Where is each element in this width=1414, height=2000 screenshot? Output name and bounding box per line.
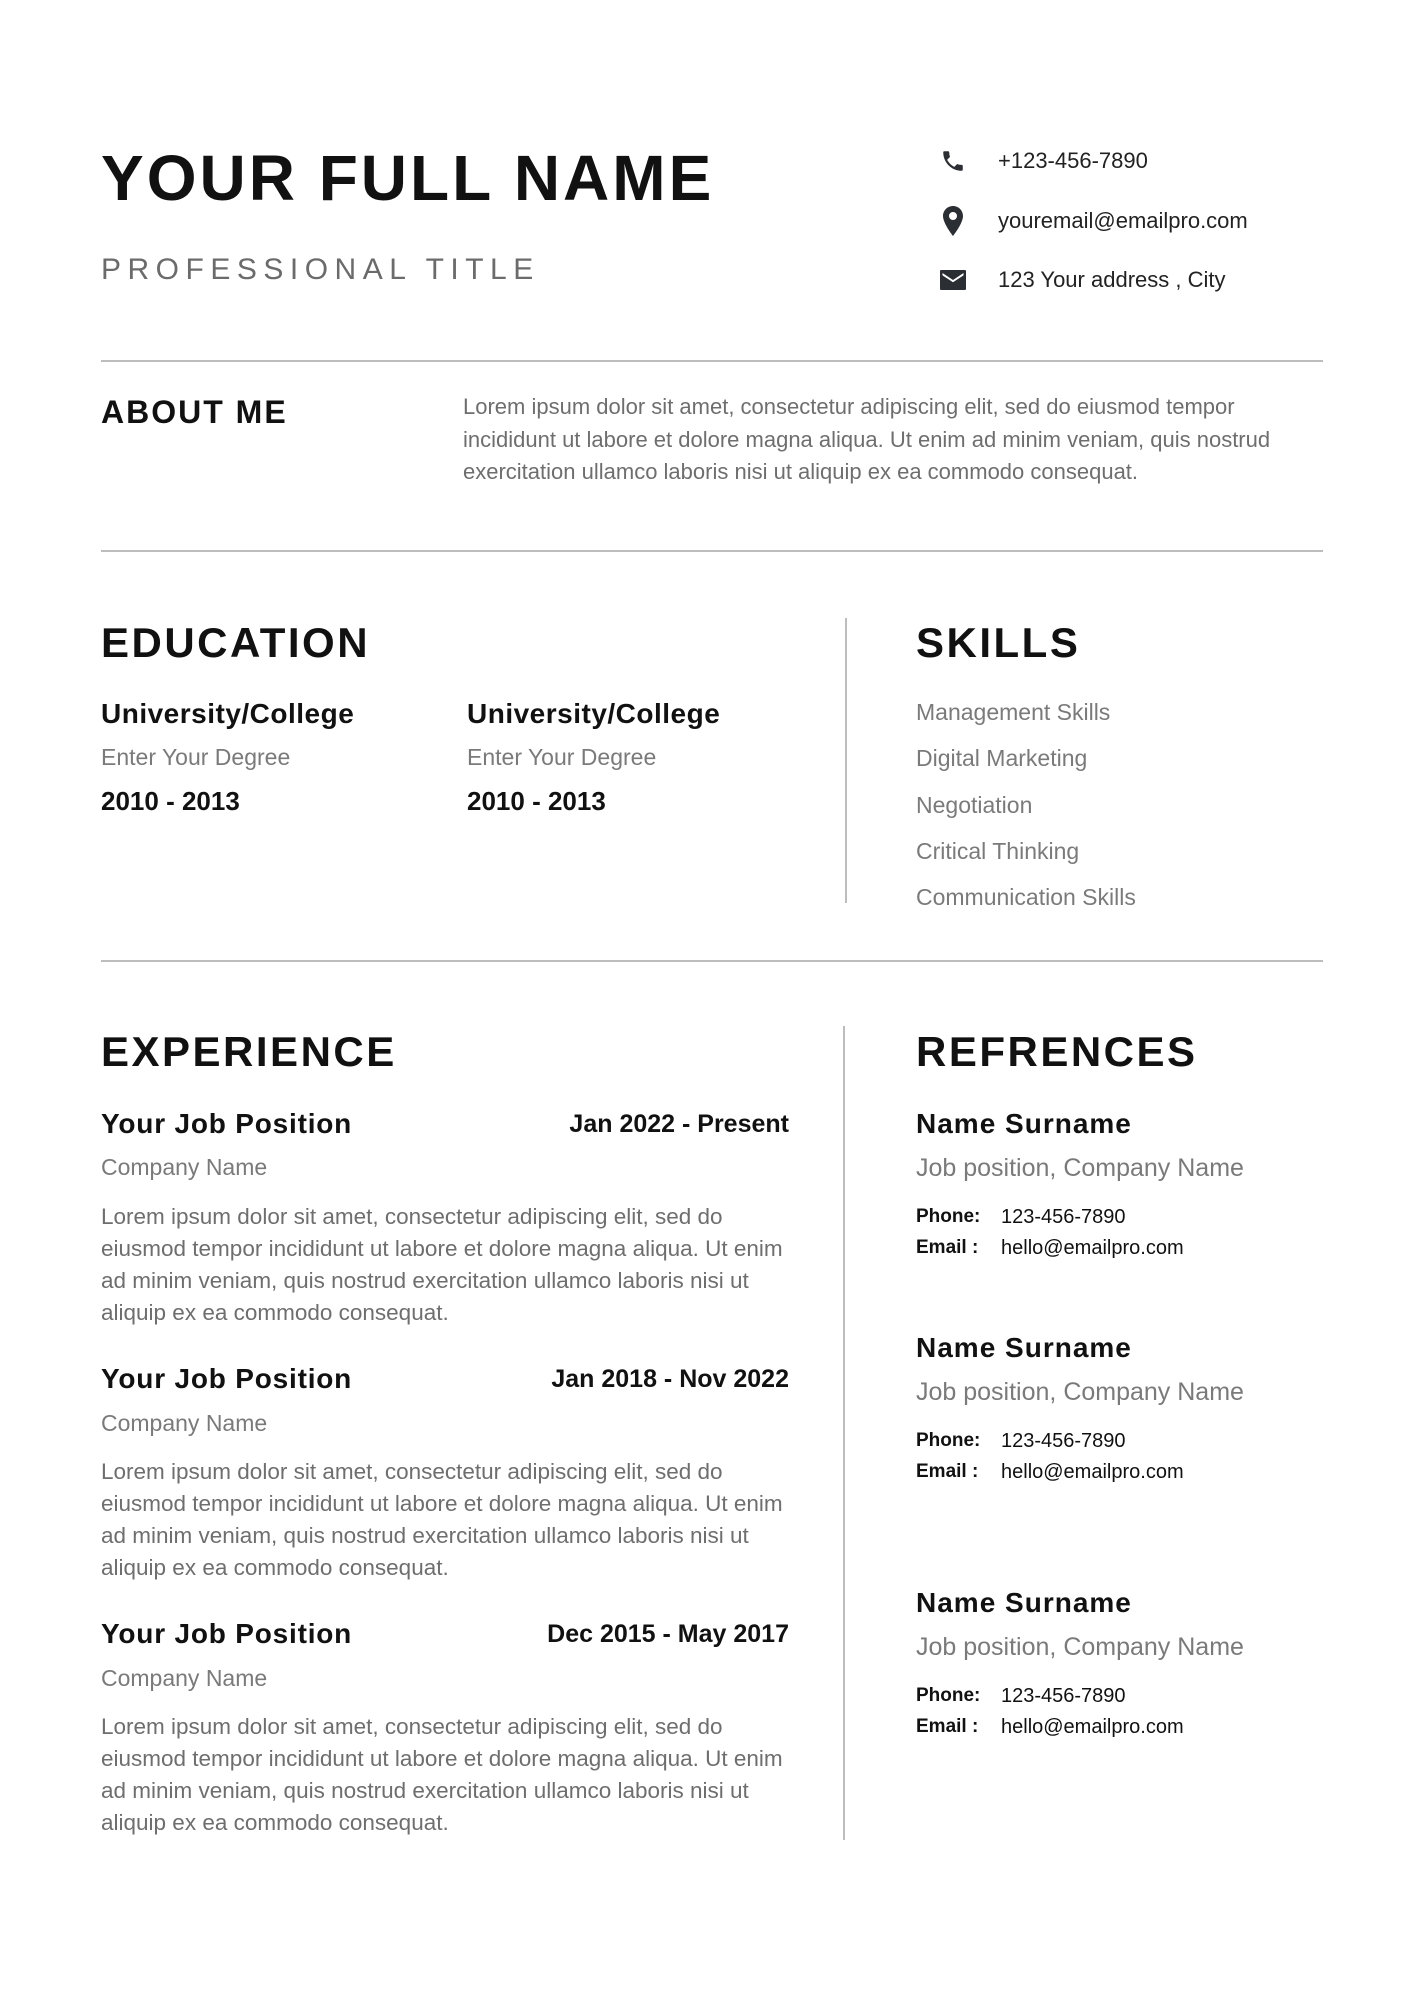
reference-job: Job position, Company Name (916, 1378, 1244, 1406)
column-divider (845, 618, 847, 903)
reference-email (916, 1233, 1184, 1263)
professional-title: PROFESSIONAL TITLE (101, 253, 540, 286)
job-position: Your Job Position (101, 1108, 353, 1139)
skill-item: Negotiation (916, 792, 1033, 818)
job-dates: Jan 2022 - Present (569, 1110, 789, 1138)
contact-email (938, 201, 1248, 241)
envelope-icon (938, 265, 968, 295)
reference-name: Name Surname (916, 1332, 1132, 1363)
phone-label: Phone: (916, 1430, 981, 1451)
reference-name: Name Surname (916, 1108, 1132, 1139)
job-position: Your Job Position (101, 1618, 353, 1649)
skills-heading: SKILLS (916, 619, 1081, 666)
phone-label: Phone: (916, 1685, 981, 1706)
edu-years: 2010 - 2013 (101, 786, 240, 816)
job-dates: Dec 2015 - May 2017 (547, 1620, 789, 1648)
phone-value: 123-456-7890 (1001, 1429, 1126, 1452)
job-company: Company Name (101, 1665, 268, 1691)
job-dates: Jan 2018 - Nov 2022 (551, 1365, 789, 1393)
about-text: Lorem ipsum dolor sit amet, consectetur adipiscing elit, sed do eiusmod tempor incididunt ut labore et dolore magna aliqua. Ut enim ad minim veniam, quis nostrud exercitation ullamco laboris nisi ut aliquip ex ea commodo consequat. (463, 394, 1271, 484)
skill-item: Communication Skills (916, 884, 1136, 910)
phone-label: Phone: (916, 1206, 981, 1227)
phone-value: 123-456-7890 (1001, 1205, 1126, 1228)
phone-value: 123-456-7890 (1001, 1684, 1126, 1707)
contact-email-text: youremail@emailpro.com (998, 208, 1248, 233)
divider (101, 360, 1323, 362)
email-value: hello@emailpro.com (1001, 1460, 1184, 1483)
reference-phone (916, 1681, 1126, 1711)
edu-degree: Enter Your Degree (101, 744, 291, 770)
reference-email (916, 1457, 1184, 1487)
job-company: Company Name (101, 1410, 268, 1436)
experience-heading: EXPERIENCE (101, 1028, 397, 1075)
phone-icon (938, 146, 968, 176)
divider (101, 960, 1323, 962)
references-heading: REFRENCES (916, 1028, 1198, 1075)
skill-item: Management Skills (916, 699, 1111, 725)
email-label: Email : (916, 1716, 979, 1737)
edu-degree: Enter Your Degree (467, 744, 657, 770)
job-description: Lorem ipsum dolor sit amet, consectetur adipiscing elit, sed do eiusmod tempor incididunt ut labore et dolore magna aliqua. Ut enim ad minim veniam, quis nostrud exercitation ullamco laboris nisi ut aliquip ex ea commodo consequat. (101, 1204, 783, 1325)
full-name: YOUR FULL NAME (101, 142, 715, 214)
reference-phone (916, 1426, 1126, 1456)
contact-phone-text: +123-456-7890 (998, 148, 1148, 173)
job-position: Your Job Position (101, 1363, 353, 1394)
column-divider (843, 1026, 845, 1840)
about-heading: ABOUT ME (101, 394, 288, 430)
edu-years: 2010 - 2013 (467, 786, 606, 816)
job-description: Lorem ipsum dolor sit amet, consectetur adipiscing elit, sed do eiusmod tempor incididunt ut labore et dolore magna aliqua. Ut enim ad minim veniam, quis nostrud exercitation ullamco laboris nisi ut aliquip ex ea commodo consequat. (101, 1714, 783, 1835)
job-company: Company Name (101, 1154, 268, 1180)
contact-address (938, 260, 1225, 300)
contact-phone (938, 141, 1148, 181)
email-value: hello@emailpro.com (1001, 1715, 1184, 1738)
job-description: Lorem ipsum dolor sit amet, consectetur adipiscing elit, sed do eiusmod tempor incididunt ut labore et dolore magna aliqua. Ut enim ad minim veniam, quis nostrud exercitation ullamco laboris nisi ut aliquip ex ea commodo consequat. (101, 1459, 783, 1580)
contact-address-text: 123 Your address , City (998, 267, 1226, 292)
reference-job: Job position, Company Name (916, 1633, 1244, 1661)
reference-email (916, 1712, 1184, 1742)
email-label: Email : (916, 1461, 979, 1482)
edu-school: University/College (467, 698, 721, 729)
location-pin-icon (938, 206, 968, 236)
education-heading: EDUCATION (101, 619, 371, 666)
email-label: Email : (916, 1237, 979, 1258)
skill-item: Digital Marketing (916, 745, 1088, 771)
reference-phone (916, 1202, 1126, 1232)
edu-school: University/College (101, 698, 355, 729)
reference-name: Name Surname (916, 1587, 1132, 1618)
reference-job: Job position, Company Name (916, 1154, 1244, 1182)
divider (101, 550, 1323, 552)
email-value: hello@emailpro.com (1001, 1236, 1184, 1259)
skill-item: Critical Thinking (916, 838, 1080, 864)
